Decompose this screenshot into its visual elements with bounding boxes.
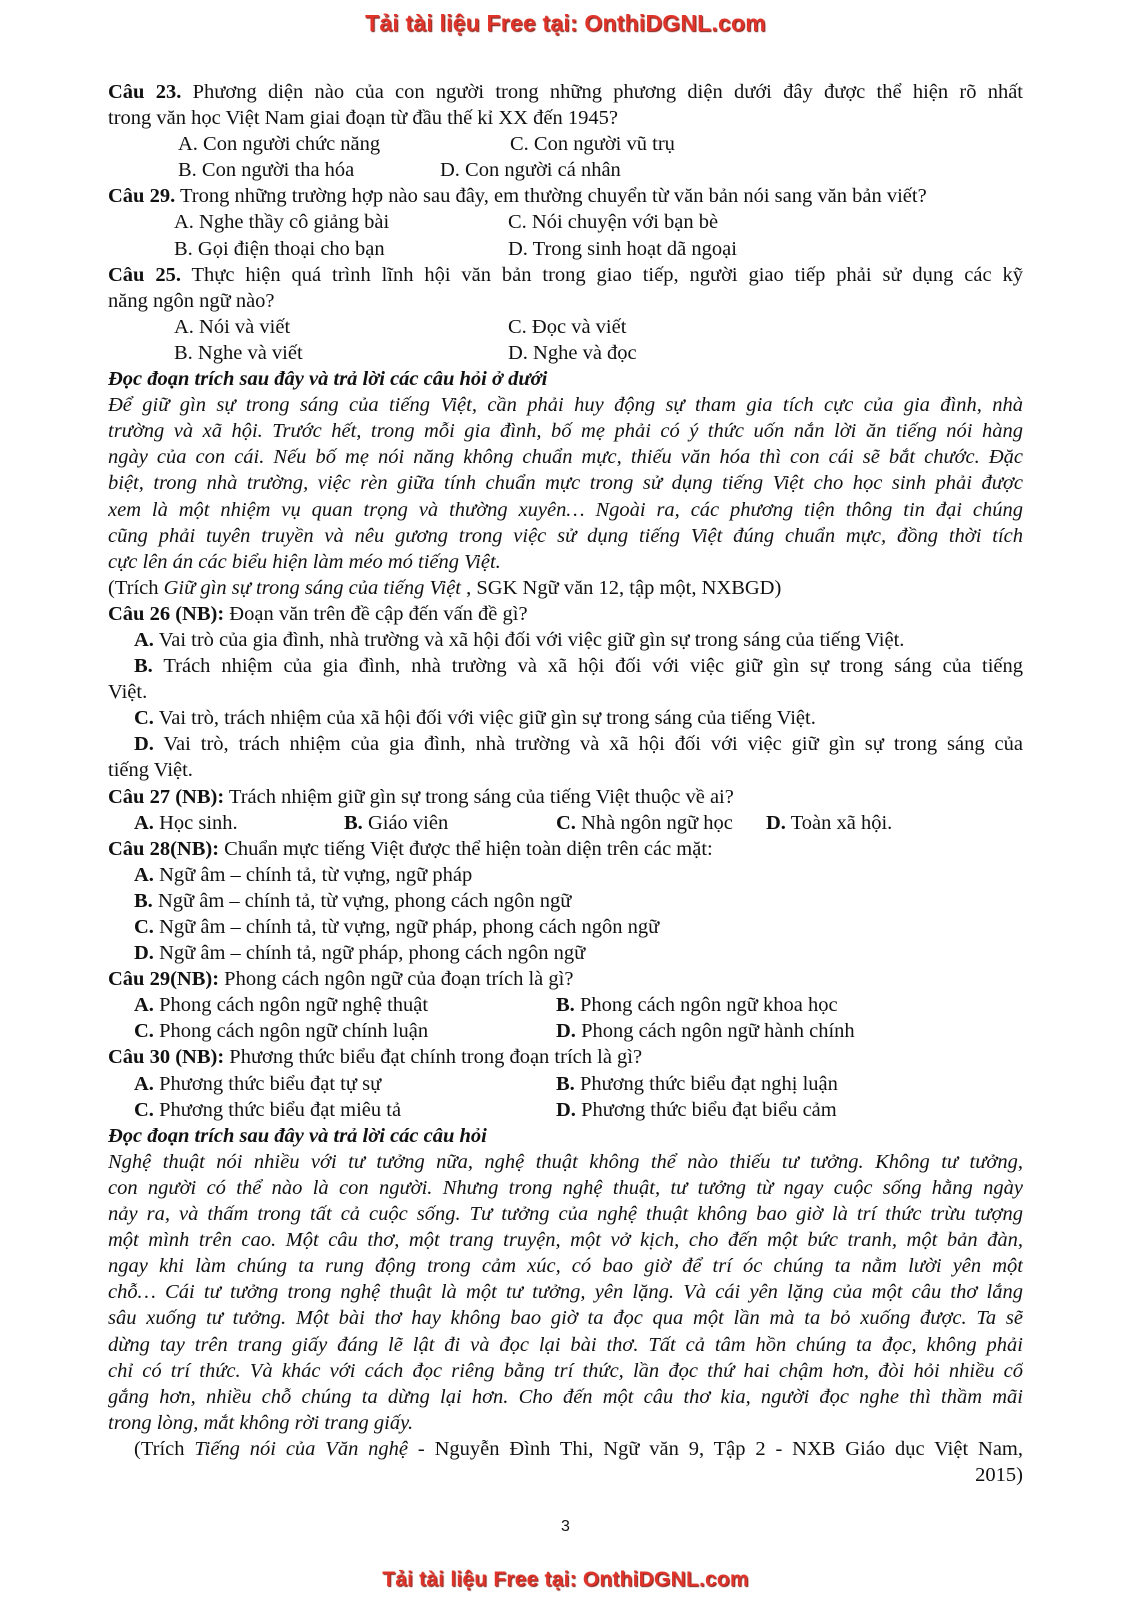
q26-option-b-cont: Việt.	[108, 681, 148, 704]
q23-line1: Câu 23. Phương diện nào của con người trong những phương diện dưới đây được thể hiện rõ nhất	[108, 81, 1023, 103]
q23-options-ac	[108, 131, 1023, 157]
q28-option-b: B. Ngữ âm – chính tả, từ vựng, phong cách ngôn ngữ	[134, 889, 572, 912]
q27-question: Câu 27 (NB): Trách nhiệm giữ gìn sự trong sáng của tiếng Việt thuộc về ai?	[108, 785, 734, 808]
download-banner-top[interactable]: Tải tài liệu Free tại: OnthiDGNL.com	[365, 10, 766, 36]
q29b-options-ab	[108, 992, 1023, 1018]
q26-option-d-cont: tiếng Việt.	[108, 759, 193, 782]
q29b-option-d: D. Phong cách ngôn ngữ hành chính	[556, 1020, 855, 1043]
passage2-line: một mình trên cao. Một câu thơ, một trang truyện, một vở kịch, cho đến một bức tranh, một bản đàn,	[108, 1229, 1023, 1252]
passage2-source-end: 2015)	[975, 1463, 1023, 1486]
passage1-line: ngày của con cái. Nếu bố mẹ nói năng không chuẩn mực, thiếu văn hóa thì con cái sẽ bắt chước. Đặc	[108, 446, 1023, 469]
q27-label: Câu 27 (NB):	[108, 785, 225, 808]
passage1-line: trường và xã hội. Trước hết, trong mỗi gia đình, bố mẹ phải có ý thức uốn nắn lời ăn tiếng nói hàng	[108, 420, 1023, 443]
q28-option-a: A. Ngữ âm – chính tả, từ vựng, ngữ pháp	[134, 863, 473, 886]
q26-option-b: B. Trách nhiệm của gia đình, nhà trường và xã hội đối với việc giữ gìn sự trong sáng của tiếng	[134, 655, 1023, 678]
q29a-option-b: B. Gọi điện thoại cho bạn	[174, 237, 385, 260]
q25-options-bd	[108, 340, 1023, 366]
q26-option-a: A. Vai trò của gia đình, nhà trường và xã hội đối với việc giữ gìn sự trong sáng của tiếng Việt.	[134, 628, 905, 651]
q29b-option-c: C. Phong cách ngôn ngữ chính luận	[134, 1020, 429, 1043]
q23-option-a: A. Con người chức năng	[178, 133, 381, 156]
q29b-label: Câu 29(NB):	[108, 968, 220, 991]
q29a-line1: Câu 29. Trong những trường hợp nào sau đây, em thường chuyển từ văn bản nói sang văn bản viết?	[108, 185, 927, 208]
q23-option-b: B. Con người tha hóa	[178, 159, 355, 182]
q30-option-c: C. Phương thức biểu đạt miêu tả	[134, 1098, 402, 1121]
page-number: 3	[561, 1518, 570, 1535]
passage1-line: biệt, trong nhà trường, việc rèn giữa tính chuẩn mực trong sử dụng tiếng Việt cho học sinh phải được	[108, 472, 1023, 495]
exam-content	[108, 79, 1023, 1488]
q29b-question: Câu 29(NB): Phong cách ngôn ngữ của đoạn trích là gì?	[108, 968, 574, 991]
q26-label: Câu 26 (NB):	[108, 602, 225, 625]
passage1-line: Để giữ gìn sự trong sáng của tiếng Việt, cần phải huy động sự tham gia tích cực của gia đình, nhà	[108, 394, 1023, 417]
q27-option-d: D. Toàn xã hội.	[766, 811, 893, 834]
q27-option-c: C. Nhà ngôn ngữ học	[556, 811, 733, 834]
q25-label: Câu 25.	[108, 263, 181, 286]
q25-option-c: C. Đọc và viết	[508, 315, 627, 338]
q25-option-d: D. Nghe và đọc	[508, 341, 637, 364]
q23-option-d: D. Con người cá nhân	[440, 159, 621, 182]
passage1-source: (Trích Giữ gìn sự trong sáng của tiếng Việt , SGK Ngữ văn 12, tập một, NXBGD)	[108, 576, 782, 599]
passage2-line: chỗ… Cái tư tưởng trong nghệ thuật là một tư tưởng, yên lặng. Và cái yên lặng của một câu thơ lắng	[108, 1281, 1023, 1304]
passage1-line: cực lên án các biểu hiện làm méo mó tiếng Việt.	[108, 550, 501, 573]
q30-label: Câu 30 (NB):	[108, 1046, 225, 1069]
q29b-options-cd	[108, 1018, 1023, 1044]
q23-options-bd	[108, 157, 1023, 183]
passage2-source: (Trích Tiếng nói của Văn nghệ - Nguyễn Đình Thi, Ngữ văn 9, Tập 2 - NXB Giáo dục Việt Nam,	[134, 1437, 1023, 1460]
q28-option-c: C. Ngữ âm – chính tả, từ vựng, ngữ pháp, phong cách ngôn ngữ	[134, 916, 660, 938]
q30-options-ab	[108, 1071, 1023, 1097]
passage2-line: trong lòng, mắt không rời trang giấy.	[108, 1411, 414, 1434]
q27-option-a: A. Học sinh.	[134, 811, 238, 834]
passage1-line: xem là một nhiệm vụ quan trọng và thường xuyên… Ngoài ra, các phương tiện thông tin đại chúng	[108, 498, 1023, 521]
q26-option-c: C. Vai trò, trách nhiệm của xã hội đối với việc giữ gìn sự trong sáng của tiếng Việt.	[134, 707, 816, 730]
q29a-options-ac	[108, 209, 1023, 235]
passage2-line: sâu xuống tư tưởng. Một bài thơ hay không bao giờ ta đọc qua một lần mà ta bỏ xuống được. Ta sẽ	[108, 1307, 1023, 1330]
q29a-option-c: C. Nói chuyện với bạn bè	[508, 211, 719, 234]
q30-option-b: B. Phương thức biểu đạt nghị luận	[556, 1072, 838, 1095]
q23-line2: trong văn học Việt Nam giai đoạn từ đầu thế kỉ XX đến 1945?	[108, 107, 618, 130]
passage2-line: ngay khi làm chúng ta rung động trong cảm xúc, có bao giờ để trí óc chúng ta nằm lười yên một	[108, 1255, 1023, 1278]
q26-option-d: D. Vai trò, trách nhiệm của gia đình, nhà trường và xã hội đối với việc giữ gìn sự trong sáng của	[134, 733, 1023, 756]
q23-label: Câu 23.	[108, 81, 182, 103]
passage1-line: cũng phải tuyên truyền và nêu gương trong việc sử dụng tiếng Việt đúng chuẩn mực, đồng thời tích	[108, 524, 1023, 547]
q26-question: Câu 26 (NB): Đoạn văn trên đề cập đến vấn đề gì?	[108, 602, 528, 625]
download-banner-bottom[interactable]: Tải tài liệu Free tại: OnthiDGNL.com	[382, 1568, 749, 1591]
passage1-heading: Đọc đoạn trích sau đây và trả lời các câu hỏi ở dưới	[108, 368, 548, 391]
passage2-line: gắng hơn, nhiều chỗ chúng ta dừng lại hơn. Cho đến một câu thơ kia, người đọc nghe thì thầm mãi	[108, 1385, 1023, 1408]
q29b-option-b: B. Phong cách ngôn ngữ khoa học	[556, 994, 838, 1017]
passage2-source-title: Tiếng nói của Văn nghệ	[194, 1437, 409, 1460]
passage1-source-title: Giữ gìn sự trong sáng của tiếng Việt	[163, 576, 462, 599]
q25-line1: Câu 25. Thực hiện quá trình lĩnh hội văn bản trong giao tiếp, người giao tiếp phải sử dụng các kỹ	[108, 263, 1023, 286]
q25-line2: năng ngôn ngữ nào?	[108, 289, 275, 312]
q28-question: Câu 28(NB): Chuẩn mực tiếng Việt được thể hiện toàn diện trên các mặt:	[108, 837, 713, 860]
q28-option-d: D. Ngữ âm – chính tả, ngữ pháp, phong cách ngôn ngữ	[134, 942, 586, 965]
passage2-line: chỉ có trí thức. Và khác với cách đọc riêng bằng trí thức, lần đọc thứ hai chậm hơn, đòi hỏi nhiều cố	[108, 1359, 1023, 1382]
q27-options	[108, 810, 1023, 836]
q25-options-ac	[108, 314, 1023, 340]
q28-label: Câu 28(NB):	[108, 837, 220, 860]
q23-option-c: C. Con người vũ trụ	[510, 133, 675, 156]
q29a-option-a: A. Nghe thầy cô giảng bài	[174, 211, 390, 234]
q25-option-a: A. Nói và viết	[174, 315, 291, 338]
q27-option-b: B. Giáo viên	[344, 811, 449, 834]
q29a-label: Câu 29.	[108, 185, 176, 208]
q30-question: Câu 30 (NB): Phương thức biểu đạt chính trong đoạn trích là gì?	[108, 1046, 643, 1069]
q30-options-cd	[108, 1097, 1023, 1123]
q29a-options-bd	[108, 236, 1023, 262]
passage2-line: con người có thể nào là con người. Nhưng trong nghệ thuật, tư tưởng từ ngay cuộc sống hằng ngày	[108, 1176, 1023, 1199]
passage2-heading: Đọc đoạn trích sau đây và trả lời các câu hỏi	[108, 1124, 487, 1147]
q29b-option-a: A. Phong cách ngôn ngữ nghệ thuật	[134, 994, 429, 1017]
q25-option-b: B. Nghe và viết	[174, 341, 303, 364]
passage2-line: nảy ra, và thấm trong tất cả cuộc sống. Tư tưởng của nghệ thuật không bao giờ là trí thức trừu tượng	[108, 1203, 1023, 1226]
q30-option-d: D. Phương thức biểu đạt biểu cảm	[556, 1098, 837, 1121]
q30-option-a: A. Phương thức biểu đạt tự sự	[134, 1072, 382, 1095]
passage2-line: Nghệ thuật nói nhiều với tư tưởng nữa, nghệ thuật không thể nào thiếu tư tưởng. Không tư tưởng,	[108, 1150, 1023, 1173]
q29a-option-d: D. Trong sinh hoạt dã ngoại	[508, 237, 737, 260]
passage2-line: dừng tay trên trang giấy đáng lẽ lật đi và đọc lại bài thơ. Tất cả tâm hồn chúng ta đọc, không phải	[108, 1333, 1023, 1356]
